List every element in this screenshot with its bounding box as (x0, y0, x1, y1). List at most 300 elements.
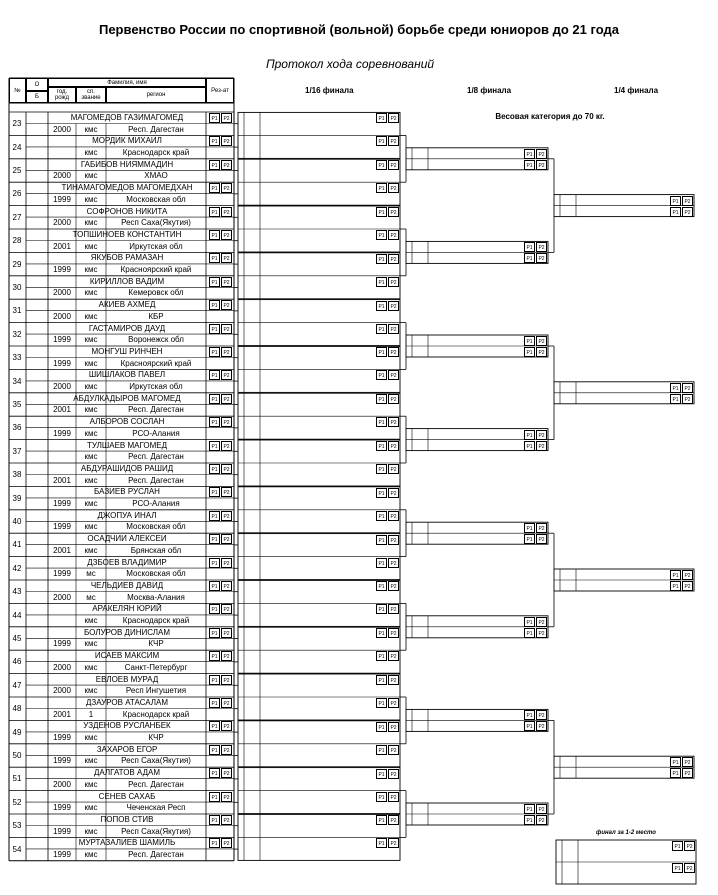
wrestler-rank: кмс (84, 849, 98, 859)
box-p1-label: P1 (524, 534, 535, 544)
box-p2-label: P2 (684, 863, 695, 873)
result-p2-label: P2 (221, 207, 232, 217)
result-p1-label: P1 (209, 370, 220, 380)
box-p2-label: P2 (536, 628, 547, 638)
box-p2-label: P2 (388, 113, 399, 123)
wrestler-rank: кмс (84, 498, 98, 508)
wrestler-rank: кмс (84, 358, 98, 368)
box-p1-label: P1 (376, 581, 387, 591)
wrestler-birth-year: 2000 (53, 124, 71, 134)
result-p2-label: P2 (221, 792, 232, 802)
wrestler-name: ДАЛГАТОВ АДАМ (93, 768, 160, 778)
wrestler-rank: кмс (84, 522, 98, 532)
box-p2-label: P2 (388, 277, 399, 287)
result-p2-label: P2 (221, 394, 232, 404)
result-p2-label: P2 (221, 534, 232, 544)
wrestler-number: 36 (12, 423, 22, 433)
result-p2-label: P2 (221, 675, 232, 685)
box-p2-label: P2 (388, 698, 399, 708)
box-p2-label: P2 (536, 160, 547, 170)
wrestler-number: 29 (12, 259, 22, 269)
box-p2-label: P2 (388, 324, 399, 334)
wrestler-name: АЛБОРОВ СОСЛАН (89, 417, 165, 427)
box-p2-label: P2 (388, 347, 399, 357)
wrestler-number: 47 (12, 680, 22, 690)
box-p1-label: P1 (376, 254, 387, 264)
box-p2-label: P2 (388, 183, 399, 193)
result-p2-label: P2 (221, 511, 232, 521)
wrestler-rank: мс (86, 569, 96, 579)
final-title: финал за 1-2 место (596, 830, 656, 836)
wrestler-name: ДЗАУРОВ АТАСАЛАМ (85, 698, 169, 707)
wrestler-birth-year: 1999 (53, 639, 71, 649)
result-p2-label: P2 (221, 136, 232, 146)
box-p1-label: P1 (670, 196, 681, 206)
box-p2-label: P2 (388, 394, 399, 404)
wrestler-name: МОНГУШ РИНЧЕН (91, 347, 163, 356)
result-p2-label: P2 (221, 370, 232, 380)
box-p2-label: P2 (388, 604, 399, 614)
result-p1-label: P1 (209, 581, 220, 591)
box-p2-label: P2 (536, 149, 547, 159)
box-p1-label: P1 (376, 722, 387, 732)
wrestler-name: ДЖОПУА ИНАЛ (97, 510, 157, 520)
wrestler-number: 33 (12, 353, 22, 363)
wrestler-region: Московская обл (126, 522, 186, 532)
header-name: Фамилия, имя (48, 78, 206, 87)
wrestler-rank: кмс (84, 124, 98, 134)
wrestler-region: Респ Ингушетия (125, 686, 187, 696)
box-p1-label: P1 (376, 511, 387, 521)
header-no: № (9, 78, 26, 103)
wrestler-rank: кмс (84, 194, 98, 204)
wrestler-region: РСО-Алания (132, 498, 180, 508)
wrestler-rank: мс (86, 592, 96, 602)
box-p2-label: P2 (388, 301, 399, 311)
box-p2-label: P2 (388, 651, 399, 661)
wrestler-name: АКИЕВ АХМЕД (98, 300, 156, 310)
result-p1-label: P1 (209, 441, 220, 451)
wrestler-name: ПОПОВ СТИВ (100, 815, 154, 824)
wrestler-birth-year: 2000 (53, 311, 71, 321)
box-p1-label: P1 (376, 838, 387, 848)
wrestler-rank: кмс (84, 171, 98, 181)
box-p1-label: P1 (376, 698, 387, 708)
wrestler-rank: кмс (84, 335, 98, 345)
box-p1-label: P1 (376, 113, 387, 123)
result-p2-label: P2 (221, 581, 232, 591)
result-p1-label: P1 (209, 207, 220, 217)
round-header-1-16: 1/16 финала (305, 86, 354, 95)
wrestler-number: 31 (12, 306, 22, 316)
result-p1-label: P1 (209, 815, 220, 825)
box-p1-label: P1 (524, 347, 535, 357)
wrestler-birth-year: 2000 (53, 662, 71, 672)
wrestler-name: ТИНАМАГОМЕДОВ МАГОМЕДХАН (61, 183, 193, 193)
box-p2-label: P2 (388, 792, 399, 802)
result-p1-label: P1 (209, 300, 220, 310)
box-p1-label: P1 (524, 617, 535, 627)
wrestler-number: 28 (12, 236, 22, 246)
box-p2-label: P2 (536, 617, 547, 627)
box-p2-label: P2 (682, 394, 693, 404)
wrestler-region: Респ. Дагестан (128, 779, 184, 789)
box-p1-label: P1 (376, 558, 387, 568)
result-p1-label: P1 (209, 347, 220, 357)
result-p2-label: P2 (221, 300, 232, 310)
wrestler-rank: кмс (84, 615, 98, 625)
wrestler-number: 46 (12, 657, 22, 667)
result-p1-label: P1 (209, 394, 220, 404)
wrestler-birth-year: 1999 (53, 428, 71, 438)
wrestler-birth-year: 2000 (53, 592, 71, 602)
box-p1-label: P1 (376, 301, 387, 311)
box-p2-label: P2 (682, 570, 693, 580)
wrestler-number: 32 (12, 329, 22, 339)
wrestler-name: СЕНЕВ САХАБ (98, 791, 156, 801)
wrestler-region: Респ. Дагестан (128, 849, 184, 859)
wrestler-name: МУРТАЗАЛИЕВ ШАМИЛЬ (78, 838, 176, 848)
wrestler-region: Краснодарск край (122, 709, 190, 719)
box-p1-label: P1 (524, 628, 535, 638)
wrestler-number: 42 (12, 563, 22, 573)
box-p2-label: P2 (388, 628, 399, 638)
wrestler-number: 44 (12, 610, 22, 620)
wrestler-name: КИРИЛЛОВ ВАДИМ (89, 276, 165, 286)
box-p2-label: P2 (536, 430, 547, 440)
wrestler-number: 51 (12, 774, 22, 784)
wrestler-number: 43 (12, 587, 22, 597)
wrestler-name: ГАСТАМИРОВ ДАУД (88, 323, 166, 333)
wrestler-rank: кмс (84, 756, 98, 766)
weight-category: Весовая категория до 70 кг. (495, 112, 605, 121)
wrestler-rank: кмс (84, 826, 98, 836)
wrestler-birth-year: 2001 (53, 475, 71, 485)
wrestler-birth-year: 1999 (53, 358, 71, 368)
wrestler-name: ОСАДЧИИ АЛЕКСЕИ (87, 534, 167, 544)
wrestler-number: 34 (12, 376, 22, 386)
result-p2-label: P2 (221, 230, 232, 240)
result-p2-label: P2 (221, 745, 232, 755)
wrestler-birth-year: 1999 (53, 569, 71, 579)
box-p1-label: P1 (376, 207, 387, 217)
box-p1-label: P1 (376, 136, 387, 146)
wrestler-birth-year: 1999 (53, 826, 71, 836)
wrestler-birth-year: 1999 (53, 522, 71, 532)
box-p1-label: P1 (672, 841, 683, 851)
box-p1-label: P1 (524, 336, 535, 346)
box-p1-label: P1 (376, 651, 387, 661)
result-p2-label: P2 (221, 838, 232, 848)
result-p2-label: P2 (221, 698, 232, 708)
wrestler-birth-year: 2001 (53, 545, 71, 555)
box-p1-label: P1 (376, 394, 387, 404)
box-p2-label: P2 (536, 242, 547, 252)
wrestler-region: КЧР (148, 732, 164, 742)
wrestler-number: 49 (12, 727, 22, 737)
box-p1-label: P1 (376, 160, 387, 170)
wrestler-number: 39 (12, 493, 22, 503)
result-p2-label: P2 (221, 604, 232, 614)
box-p1-label: P1 (524, 441, 535, 451)
wrestler-birth-year: 2001 (53, 709, 71, 719)
wrestler-birth-year: 2001 (53, 241, 71, 251)
box-p2-label: P2 (388, 675, 399, 685)
box-p2-label: P2 (388, 488, 399, 498)
box-p2-label: P2 (682, 768, 693, 778)
wrestler-region: Московская обл (126, 569, 186, 579)
box-p1-label: P1 (524, 253, 535, 263)
result-p2-label: P2 (221, 417, 232, 427)
result-p1-label: P1 (209, 511, 220, 521)
box-p2-label: P2 (388, 160, 399, 170)
wrestler-number: 52 (12, 797, 22, 807)
wrestler-region: Краснодарск край (122, 615, 190, 625)
result-p2-label: P2 (221, 815, 232, 825)
wrestler-region: Воронежск обл (128, 335, 184, 345)
result-p2-label: P2 (221, 628, 232, 638)
wrestler-number: 26 (12, 189, 22, 199)
page-title: Первенство России по спортивной (вольной) борьбе среди юниоров до 21 года (98, 22, 620, 37)
wrestler-birth-year: 1999 (53, 849, 71, 859)
wrestler-number: 25 (12, 165, 22, 175)
header-result: Рез-ат (206, 78, 234, 103)
wrestler-region: Москва-Алания (127, 592, 185, 602)
wrestler-rank: кмс (84, 639, 98, 649)
result-p1-label: P1 (209, 230, 220, 240)
wrestler-rank: кмс (84, 264, 98, 274)
wrestler-number: 37 (12, 446, 22, 456)
box-p1-label: P1 (524, 149, 535, 159)
wrestler-region: Респ Саха(Якутия) (121, 218, 191, 228)
result-p2-label: P2 (221, 558, 232, 568)
box-p2-label: P2 (388, 558, 399, 568)
wrestler-rank: кмс (84, 475, 98, 485)
wrestler-name: ИСАЕВ МАКСИМ (94, 651, 160, 661)
wrestler-number: 48 (12, 704, 22, 714)
box-p1-label: P1 (524, 242, 535, 252)
wrestler-region: ХМАО (144, 171, 168, 181)
wrestler-number: 38 (12, 470, 22, 480)
box-p2-label: P2 (388, 581, 399, 591)
wrestler-birth-year: 2001 (53, 405, 71, 415)
box-p2-label: P2 (388, 511, 399, 521)
result-p1-label: P1 (209, 698, 220, 708)
result-p1-label: P1 (209, 487, 220, 497)
wrestler-number: 41 (12, 540, 22, 550)
wrestler-rank: кмс (84, 686, 98, 696)
wrestler-rank: кмс (84, 545, 98, 555)
wrestler-rank: кмс (84, 381, 98, 391)
box-p1-label: P1 (376, 792, 387, 802)
wrestler-region: Респ. Дагестан (128, 124, 184, 134)
box-p1-label: P1 (376, 347, 387, 357)
box-p2-label: P2 (682, 757, 693, 767)
wrestler-birth-year: 2000 (53, 171, 71, 181)
wrestler-rank: кмс (84, 803, 98, 813)
result-p1-label: P1 (209, 838, 220, 848)
box-p2-label: P2 (388, 745, 399, 755)
wrestler-rank: кмс (84, 662, 98, 672)
wrestler-rank: кмс (84, 218, 98, 228)
wrestler-region: Иркутская обл (129, 381, 183, 391)
wrestler-birth-year: 1999 (53, 756, 71, 766)
wrestler-rank: кмс (84, 428, 98, 438)
box-p2-label: P2 (536, 441, 547, 451)
wrestler-number: 50 (12, 750, 22, 760)
wrestler-region: Респ Саха(Якутия) (121, 826, 191, 836)
wrestler-region: Московская обл (126, 194, 186, 204)
wrestler-name: СОФРОНОВ НИКИТА (86, 206, 168, 216)
box-p2-label: P2 (388, 722, 399, 732)
box-p1-label: P1 (524, 815, 535, 825)
box-p1-label: P1 (376, 769, 387, 779)
wrestler-birth-year: 2000 (53, 288, 71, 298)
box-p2-label: P2 (388, 136, 399, 146)
box-p1-label: P1 (376, 488, 387, 498)
box-p1-label: P1 (524, 804, 535, 814)
wrestler-birth-year: 2000 (53, 686, 71, 696)
box-p2-label: P2 (536, 815, 547, 825)
wrestler-name: ДЗБОЕВ ВЛАДИМИР (87, 557, 167, 567)
result-p2-label: P2 (221, 160, 232, 170)
box-p2-label: P2 (536, 721, 547, 731)
box-p2-label: P2 (388, 441, 399, 451)
box-p1-label: P1 (670, 768, 681, 778)
wrestler-rank: кмс (84, 452, 98, 462)
box-p1-label: P1 (376, 535, 387, 545)
box-p2-label: P2 (682, 196, 693, 206)
result-p2-label: P2 (221, 277, 232, 287)
box-p2-label: P2 (536, 534, 547, 544)
wrestler-name: БОЛУРОВ ДИНИСЛАМ (83, 627, 171, 637)
wrestler-name: ГАБИБОВ НИЯММАДИН (80, 159, 174, 169)
wrestler-number: 24 (12, 142, 22, 152)
round-header-1-4: 1/4 финала (614, 86, 659, 95)
wrestler-name: БАЗИЕВ РУСЛАН (94, 487, 160, 497)
result-p2-label: P2 (221, 113, 232, 123)
wrestler-birth-year: 1999 (53, 803, 71, 813)
wrestler-name: АБДУЛКАДЫРОВ МАГОМЕД (73, 393, 181, 403)
box-p2-label: P2 (388, 769, 399, 779)
wrestler-region: КЧР (148, 639, 164, 649)
result-p2-label: P2 (221, 324, 232, 334)
box-p1-label: P1 (376, 745, 387, 755)
wrestler-region: Чеченская Респ (126, 803, 186, 813)
wrestler-name: ШИШЛАКОВ ПАВЕЛ (88, 370, 166, 380)
result-p2-label: P2 (221, 487, 232, 497)
result-p1-label: P1 (209, 464, 220, 474)
wrestler-name: ЕВЛОЕВ МУРАД (95, 674, 159, 684)
result-p1-label: P1 (209, 721, 220, 731)
wrestler-rank: кмс (84, 288, 98, 298)
box-p1-label: P1 (376, 815, 387, 825)
box-p1-label: P1 (670, 581, 681, 591)
box-p2-label: P2 (388, 370, 399, 380)
wrestler-region: Краснодарск край (122, 147, 190, 157)
box-p1-label: P1 (670, 207, 681, 217)
box-p1-label: P1 (524, 430, 535, 440)
box-p2-label: P2 (682, 383, 693, 393)
result-p2-label: P2 (221, 721, 232, 731)
result-p1-label: P1 (209, 604, 220, 614)
wrestler-rank: кмс (84, 732, 98, 742)
wrestler-birth-year: 1999 (53, 264, 71, 274)
box-p1-label: P1 (670, 757, 681, 767)
wrestler-name: ЯКУБОВ РАМАЗАН (90, 253, 164, 263)
wrestler-birth-year: 1999 (53, 732, 71, 742)
result-p2-label: P2 (221, 347, 232, 357)
result-p1-label: P1 (209, 183, 220, 193)
box-p2-label: P2 (388, 417, 399, 427)
wrestler-number: 30 (12, 282, 22, 292)
wrestler-region: Санкт-Петербург (124, 662, 188, 672)
wrestler-rank: кмс (84, 241, 98, 251)
wrestler-name: УЗДЕНОВ РУСЛАНБЕК (83, 721, 171, 731)
result-p2-label: P2 (221, 183, 232, 193)
result-p1-label: P1 (209, 136, 220, 146)
wrestler-number: 27 (12, 212, 22, 222)
box-p2-label: P2 (536, 347, 547, 357)
result-p2-label: P2 (221, 768, 232, 778)
box-p2-label: P2 (682, 207, 693, 217)
wrestler-region: РСО-Алания (132, 428, 180, 438)
wrestler-region: Кемеровск обл (128, 288, 184, 298)
result-p1-label: P1 (209, 253, 220, 263)
wrestler-number: 23 (12, 119, 22, 129)
box-p1-label: P1 (670, 394, 681, 404)
wrestler-number: 35 (12, 399, 22, 409)
result-p1-label: P1 (209, 417, 220, 427)
wrestler-name: АБДУРАШИДОВ РАШИД (80, 464, 174, 473)
box-p2-label: P2 (388, 815, 399, 825)
header-year: год. рожд (48, 87, 76, 103)
header-region: регион (106, 87, 206, 103)
box-p1-label: P1 (524, 160, 535, 170)
box-p1-label: P1 (376, 277, 387, 287)
box-p2-label: P2 (388, 254, 399, 264)
box-p1-label: P1 (672, 863, 683, 873)
box-p1-label: P1 (376, 417, 387, 427)
wrestler-number: 45 (12, 633, 22, 643)
box-p1-label: P1 (376, 441, 387, 451)
wrestler-name: ТУЛШАЕВ МАГОМЕД (86, 440, 168, 450)
box-p1-label: P1 (524, 523, 535, 533)
wrestler-birth-year: 2000 (53, 779, 71, 789)
wrestler-name: ТОПШИНОЕВ КОНСТАНТИН (72, 230, 182, 239)
box-p2-label: P2 (388, 464, 399, 474)
round-header-1-8: 1/8 финала (467, 86, 512, 95)
wrestler-birth-year: 1999 (53, 498, 71, 508)
box-p2-label: P2 (388, 838, 399, 848)
box-p2-label: P2 (536, 253, 547, 263)
result-p1-label: P1 (209, 324, 220, 334)
header-b: Б (26, 91, 48, 103)
box-p1-label: P1 (376, 464, 387, 474)
box-p1-label: P1 (376, 675, 387, 685)
box-p1-label: P1 (524, 721, 535, 731)
header-o: О (26, 78, 48, 91)
result-p1-label: P1 (209, 160, 220, 170)
result-p1-label: P1 (209, 768, 220, 778)
result-p2-label: P2 (221, 464, 232, 474)
wrestler-number: 40 (12, 516, 22, 526)
wrestler-rank: кмс (84, 147, 98, 157)
box-p2-label: P2 (684, 841, 695, 851)
wrestler-region: Красноярский край (120, 358, 192, 368)
result-p1-label: P1 (209, 113, 220, 123)
wrestler-name: МАГОМЕДОВ ГАЗИМАГОМЕД (70, 113, 184, 122)
